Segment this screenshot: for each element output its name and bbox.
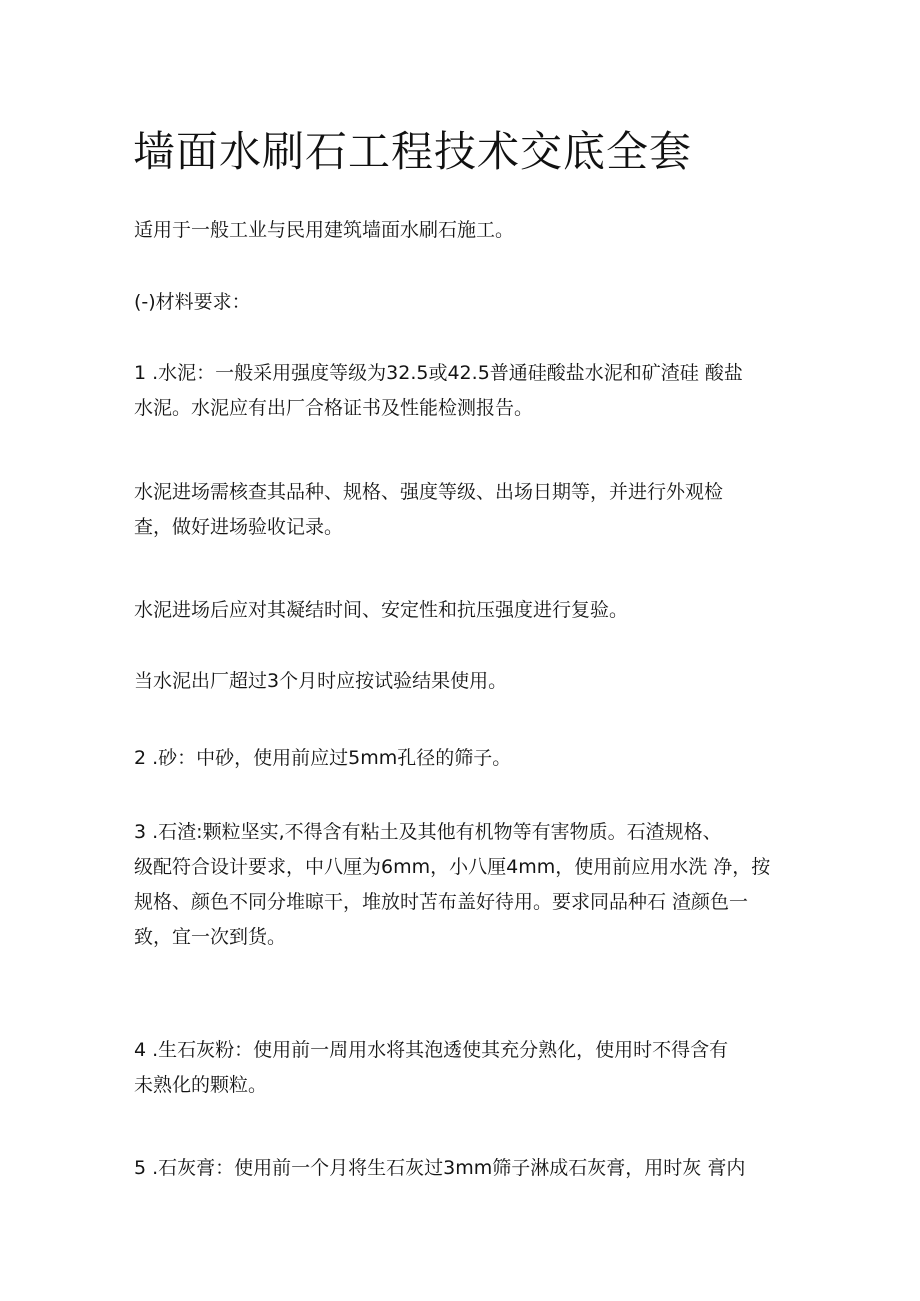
text-line: 水泥进场后应对其凝结时间、安定性和抗压强度进行复验。 [134,599,629,621]
text-line: 3 .石渣:颗粒坚实,不得含有粘土及其他有机物等有害物质。石渣规格、 [134,821,722,843]
paragraph-cement [134,356,794,426]
text-line: 规格、颜色不同分堆晾干，堆放时苫布盖好待用。要求同品种石 渣颜色一 [134,891,749,913]
paragraph-cement-inspection [134,475,794,545]
paragraph-cement-expiry [134,664,794,699]
paragraph-lime-paste [134,1151,794,1186]
text-line: 4 .生石灰粉：使用前一周用水将其泡透使其充分熟化，使用时不得含有 [134,1039,729,1061]
text-line: 2 .砂：中砂，使用前应过5mm孔径的筛子。 [134,747,512,769]
text-line: 致，宜一次到货。 [134,926,287,948]
paragraph-cement-retest [134,593,794,628]
document-title: 墙面水刷石工程技术交底全套 [133,127,693,176]
text-line: 当水泥出厂超过3个月时应按试验结果使用。 [134,670,508,692]
paragraph-stone-chips [134,815,794,955]
text-line: 水泥。水泥应有出厂合格证书及性能检测报告。 [134,397,534,419]
paragraph-sand [134,741,794,776]
text-line: 未熟化的颗粒。 [134,1074,268,1096]
text-line: 适用于一般工业与民用建筑墙面水刷石施工。 [134,219,515,241]
text-line: (-)材料要求： [134,291,251,313]
text-line: 1 .水泥：一般采用强度等级为32.5或42.5普通硅酸盐水泥和矿渣硅 酸盐 [134,362,743,384]
text-line: 5 .石灰膏：使用前一个月将生石灰过3mm筛子淋成石灰膏，用时灰 膏内 [134,1157,746,1179]
section-heading-materials [134,285,794,320]
text-line: 水泥进场需核查其品种、规格、强度等级、出场日期等，并进行外观检 [134,481,724,503]
text-line: 查，做好进场验收记录。 [134,516,344,538]
text-line: 级配符合设计要求，中八厘为6mm，小八厘4mm，使用前应用水洗 净，按 [134,856,771,878]
paragraph-scope [134,213,794,248]
paragraph-quicklime-powder [134,1033,794,1103]
